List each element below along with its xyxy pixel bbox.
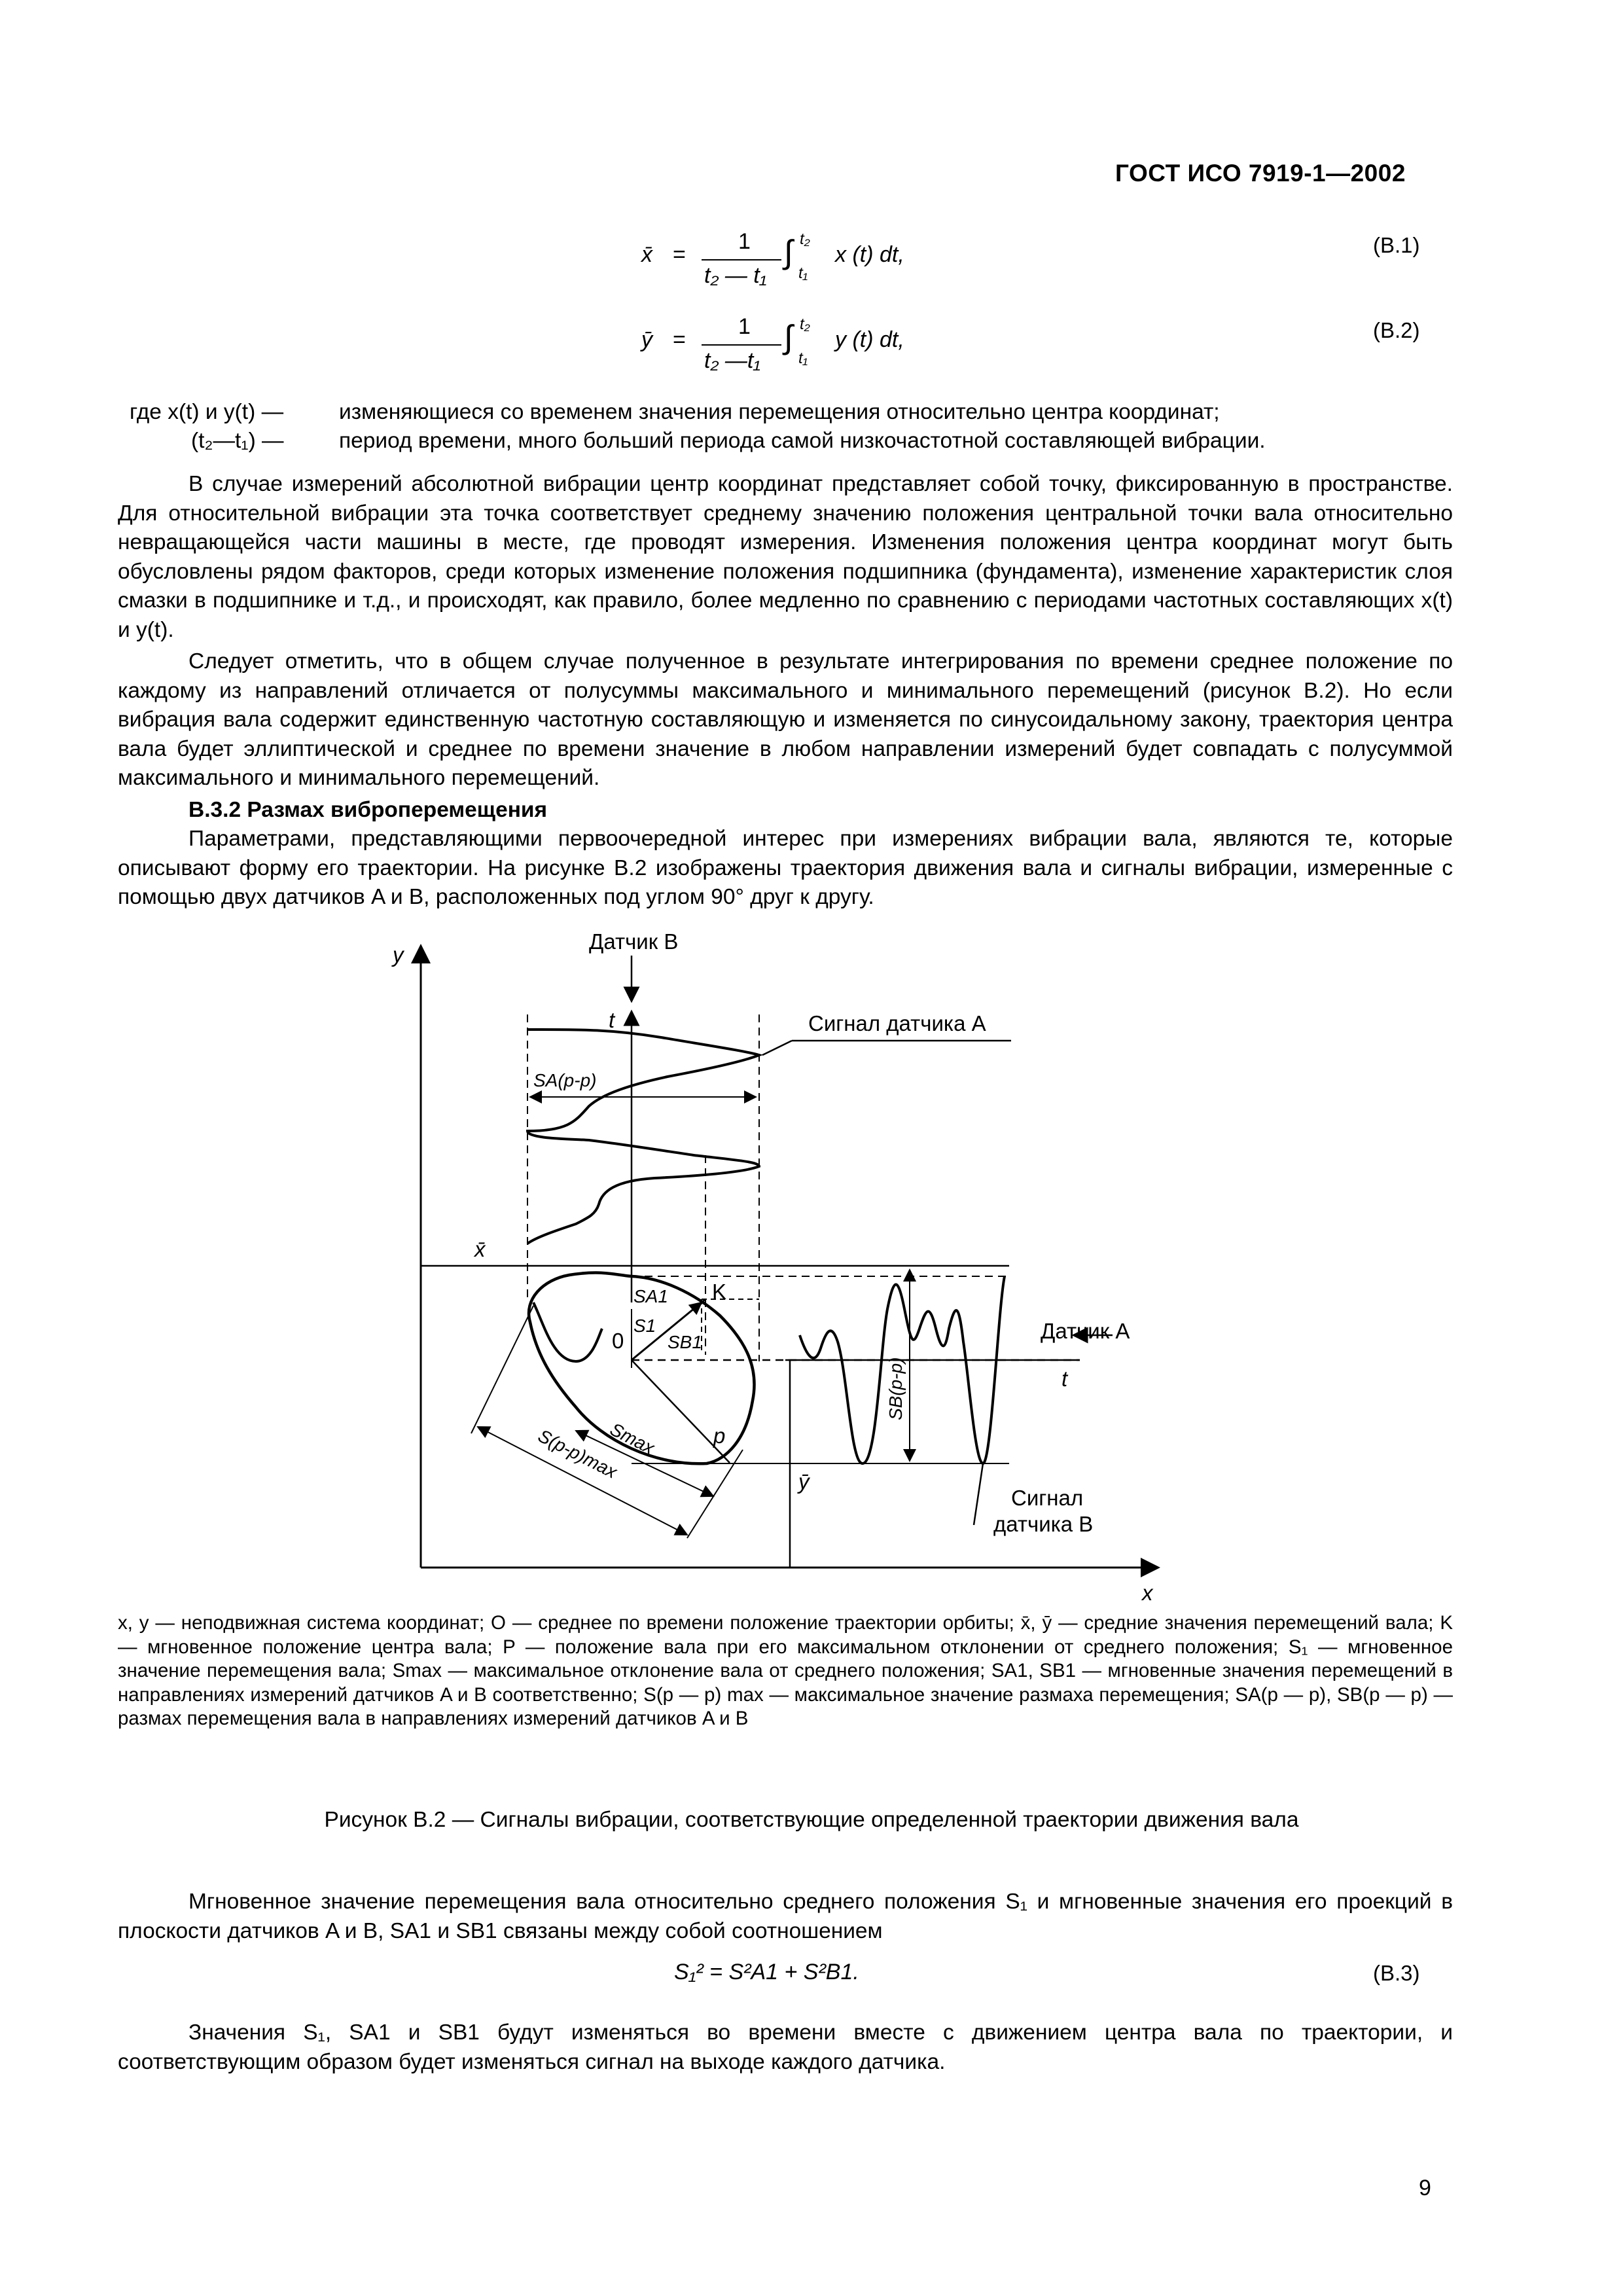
label-p: p (713, 1424, 726, 1448)
label-s-a1: SA1 (633, 1286, 668, 1306)
signal-a-waveform (527, 1030, 759, 1244)
after-text-2 (118, 2018, 1453, 2077)
equation-b1: x̄ = 1 t₂ — t₁ ∫ t₂ t₁ x (t) dt, (641, 229, 904, 288)
section-heading (118, 796, 1453, 825)
where-term-2: (t₂—t₁) — (191, 429, 284, 453)
label-x-mean: x̄ (474, 1237, 486, 1261)
label-s-b-pp: SB(p-p) (885, 1357, 906, 1420)
label-x-axis: x (1142, 1581, 1153, 1605)
body-text (118, 470, 1453, 912)
eq3-number: (В.3) (1373, 1961, 1420, 1985)
paragraph-1: В случае измерений абсолютной вибрации центр координат представляет собой точку, фиксированную в пространстве. Для относительной вибрации эта точка соответствует среднему значению положения центральной точки вала относительно невращающейся части машины в месте, где проводят измерения. Изменения положения центра координат могут быть обусловлены рядом факторов, среди которых изменение положения подшипника (фундамента), изменение характеристик слоя смазки в подшипнике и т.д., и происходят, как правило, более медленно по сравнению с периодами частотных составляющих x(t) и y(t). (118, 472, 1453, 642)
figure-b2 (366, 916, 1191, 1610)
eq2-lower: t₁ (798, 350, 808, 367)
where-def-1: изменяющиеся со временем значения перемещения относительно центра координат; (339, 400, 1220, 424)
label-origin: 0 (612, 1329, 624, 1353)
page-number: 9 (1419, 2176, 1431, 2200)
label-signal-b-1: Сигнал (1011, 1486, 1084, 1510)
eq1-upper: t₂ (800, 230, 810, 248)
label-k: K (712, 1280, 727, 1304)
label-sensor-b: Датчик B (589, 929, 679, 954)
eq1-lhs: x̄ (641, 242, 652, 267)
eq1-number: (В.1) (1373, 233, 1420, 257)
label-t-top: t (609, 1008, 615, 1032)
label-s-a-pp: SA(p-p) (533, 1070, 597, 1090)
label-s-b1: SB1 (668, 1332, 702, 1352)
eq2-integrand: y (t) dt, (835, 327, 904, 352)
label-y-mean: ȳ (798, 1469, 810, 1494)
paragraph-2: Следует отметить, что в общем случае полученное в результате интегрирования по времени среднее положение по каждому из направлений отличается от полусуммы максимального и минимального перемещений (рисунок В.2). Но если вибрация вала содержит единственную частотную составляющую и изменяется по синусоидальному закону, траектория центра вала будет эллиптической и среднее по времени значение в любом направлении измерений будет совпадать с полусуммой максимального и минимального перемещений. (118, 649, 1453, 790)
label-signal-a: Сигнал датчика A (808, 1011, 986, 1035)
eq2-numerator: 1 (738, 314, 751, 339)
eq2-denominator: t₂ —t₁ (704, 348, 761, 373)
where-term-1: где x(t) и y(t) — (130, 400, 284, 424)
equation-b3: S₁² = S²A1 + S²B1. (674, 1960, 859, 1984)
label-signal-b-2: датчика B (993, 1512, 1094, 1536)
standard-header: ГОСТ ИСО 7919-1—2002 (1115, 160, 1406, 187)
eq1-numerator: 1 (738, 229, 751, 254)
equation-b2: ȳ = 1 t₂ —t₁ ∫ t₂ t₁ y (t) dt, (641, 314, 904, 373)
after-paragraph-2: Значения S₁, SA1 и SB1 будут изменяться во времени вместе с движением центра вала по траектории, и соответствующим образом будет изменяться сигнал на выходе каждого датчика. (118, 2020, 1453, 2074)
section-title: Размах виброперемещения (247, 797, 548, 822)
label-s-1: S1 (633, 1316, 656, 1336)
eq2-lhs: ȳ (641, 327, 652, 352)
eq1-lower: t₁ (798, 264, 808, 282)
eq1-integrand: x (t) dt, (835, 242, 904, 267)
label-s-max: Smax (607, 1418, 658, 1458)
figure-caption: Рисунок В.2 — Сигналы вибрации, соответствующие определенной траектории движения вала (324, 1808, 1299, 1832)
label-s-pp-max: S(p-p)max (535, 1425, 620, 1482)
section-number: В.3.2 (188, 797, 241, 822)
after-paragraph-1: Мгновенное значение перемещения вала относительно среднего положения S₁ и мгновенные значения его проекций в плоскости датчиков A и B, SA1 и SB1 связаны между собой соотношением (118, 1890, 1453, 1943)
after-text-1 (118, 1888, 1453, 1946)
eq1-integral: ∫ (784, 234, 793, 270)
label-t-right: t (1061, 1367, 1068, 1391)
section-paragraph: Параметрами, представляющими первоочередной интерес при измерениях вибрации вала, являются те, которые описывают форму его траектории. На рисунке В.2 изображены траектория движения вала и сигналы вибрации, измеренные с помощью двух датчиков A и B, расположенных под углом 90° друг к другу. (118, 827, 1453, 909)
eq1-denominator: t₂ — t₁ (704, 263, 767, 288)
eq2-number: (В.2) (1373, 318, 1420, 342)
label-sensor-a: Датчик A (1041, 1319, 1130, 1343)
label-y-axis: y (393, 942, 404, 967)
figure-legend: x, y — неподвижная система координат; O — среднее по времени положение траектории орбиты; x̄, ȳ — средние значения перемещений вала; K — мгновенное положение центра вала; P — положение вала при его максимальном отклонении от среднего положения; S₁ — мгновенное значение перемещения вала; Smax — максимальное отклонение вала от среднего положения; SA1, SB1 — мгновенные значения перемещений в направлениях измерений датчиков A и B соответственно; S(p — p) max — максимальное значение размаха перемещения; SA(p — p), SB(p — p) — размах перемещения вала в направлениях измерений датчиков A и B (118, 1612, 1453, 1729)
eq2-upper: t₂ (800, 315, 810, 333)
where-def-2: период времени, много больший периода самой низкочастотной составляющей вибрации. (339, 429, 1266, 453)
eq2-integral: ∫ (784, 319, 793, 355)
